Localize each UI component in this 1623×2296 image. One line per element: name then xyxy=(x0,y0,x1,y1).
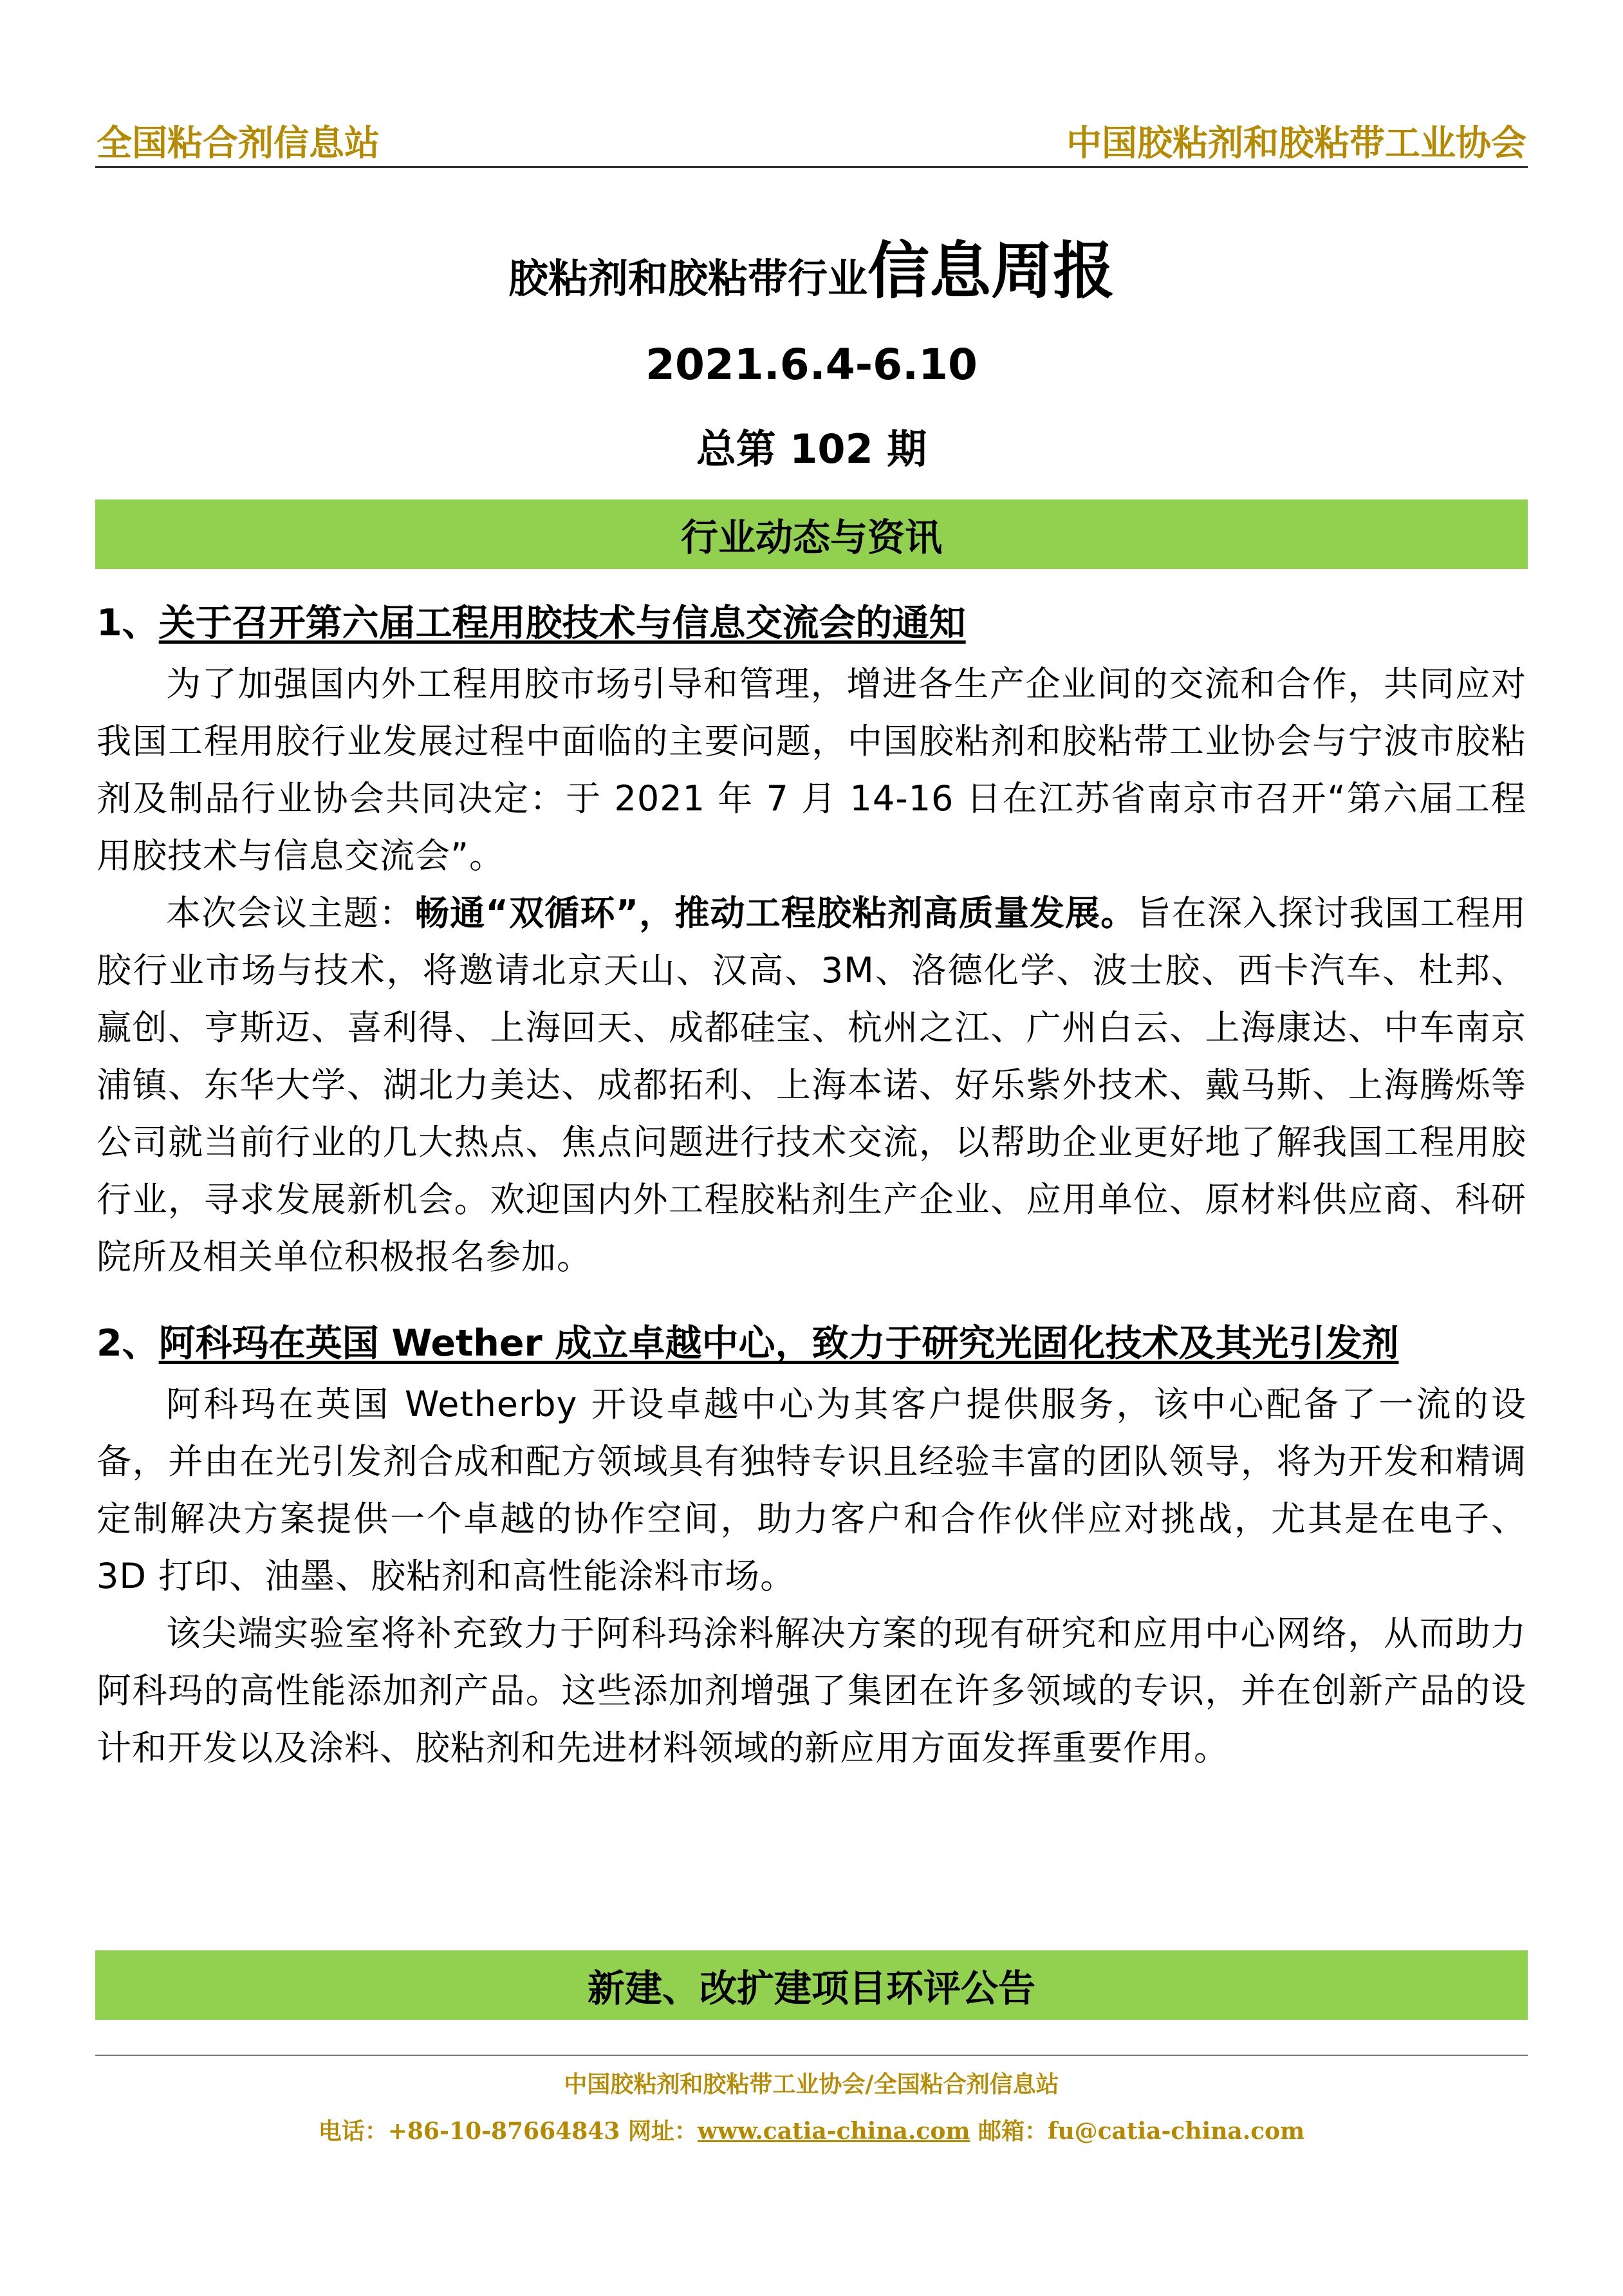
issue-number: 总第 102 期 xyxy=(696,425,927,472)
footer-phone: 电话：+86-10-87664843 网址： xyxy=(318,2118,698,2145)
header-association-name: 中国胶粘剂和胶粘带工业协会 xyxy=(1066,122,1526,163)
page-title xyxy=(0,222,1623,310)
article-1-p2-rest: 旨在深入探讨我国工程用胶行业市场与技术，将邀请北京天山、汉高、3M、洛德化学、波士胶、西卡汽车、杜邦、赢创、亨斯迈、喜利得、上海回天、成都硅宝、杭州之江、广州白云、上海康达、中车南京浦镇、东华大学、湖北力美达、成都拓利、上海本诺、好乐紫外技术、戴马斯、上海腾烁等公司就当前行业的几大热点、焦点问题进行技术交流，以帮助企业更好地了解我国工程用胶行业，寻求发展新机会。欢迎国内外工程胶粘剂生产企业、应用单位、原材料供应商、科研院所及相关单位积极报名参加。 xyxy=(97,893,1527,1277)
article-1-paragraph-2 xyxy=(97,884,1526,1285)
section-band-industry-news: 行业动态与资讯 xyxy=(95,499,1528,569)
section-band-env-projects: 新建、改扩建项目环评公告 xyxy=(95,1950,1528,2020)
title-prefix: 胶粘剂和胶粘带行业 xyxy=(508,255,867,302)
article-2-paragraph-1: 阿科玛在英国 Wetherby 开设卓越中心为其客户提供服务，该中心配备了一流的设备，并由在光引发剂合成和配方领域具有独特专识且经验丰富的团队领导，将为开发和精调定制解决方案提供一个卓越的协作空间，助力客户和合作伙伴应对挑战，尤其是在电子、3D 打印、油墨、胶粘剂和高性能涂料市场。 xyxy=(97,1384,1526,1596)
article-2-heading xyxy=(97,1311,1526,1376)
footer-email: 邮箱：fu@catia-china.com xyxy=(970,2118,1305,2145)
footer-contact xyxy=(0,2113,1623,2146)
article-2-paragraph-2: 该尖端实验室将补充致力于阿科玛涂料解决方案的现有研究和应用中心网络，从而助力阿科玛的高性能添加剂产品。这些添加剂增强了集团在许多领域的专识，并在创新产品的设计和开发以及涂料、胶粘剂和先进材料领域的新应用方面发挥重要作用。 xyxy=(97,1613,1526,1768)
article-1-p2-theme: 畅通“双循环”，推动工程胶粘剂高质量发展。 xyxy=(414,893,1136,933)
footer-divider xyxy=(95,2055,1528,2056)
article-1-title: 关于召开第六届工程用胶技术与信息交流会的通知 xyxy=(158,602,966,644)
header-divider xyxy=(95,166,1528,168)
main-content xyxy=(97,591,1526,1777)
article-1-heading xyxy=(97,591,1526,655)
issue-dates: 2021.6.4-6.10 xyxy=(645,340,978,389)
article-1-p2-lead: 本次会议主题： xyxy=(166,893,415,933)
footer-organization: 中国胶粘剂和胶粘带工业协会/全国粘合剂信息站 xyxy=(564,2071,1059,2098)
header-site-name: 全国粘合剂信息站 xyxy=(97,122,380,163)
footer-website-link[interactable]: www.catia-china.com xyxy=(697,2118,970,2145)
article-1-paragraph-1: 为了加强国内外工程用胶市场引导和管理，增进各生产企业间的交流和合作，共同应对我国工程用胶行业发展过程中面临的主要问题，中国胶粘剂和胶粘带工业协会与宁波市胶粘剂及制品行业协会共同决定：于 2021 年 7 月 14-16 日在江苏省南京市召开“第六届工程用胶技术与信息交流会”。 xyxy=(97,664,1527,876)
article-1-number: 1、 xyxy=(97,602,159,644)
title-main: 信息周报 xyxy=(867,235,1115,307)
article-2-number: 2、 xyxy=(97,1322,159,1365)
article-2-title: 阿科玛在英国 Wether 成立卓越中心，致力于研究光固化技术及其光引发剂 xyxy=(158,1322,1399,1365)
